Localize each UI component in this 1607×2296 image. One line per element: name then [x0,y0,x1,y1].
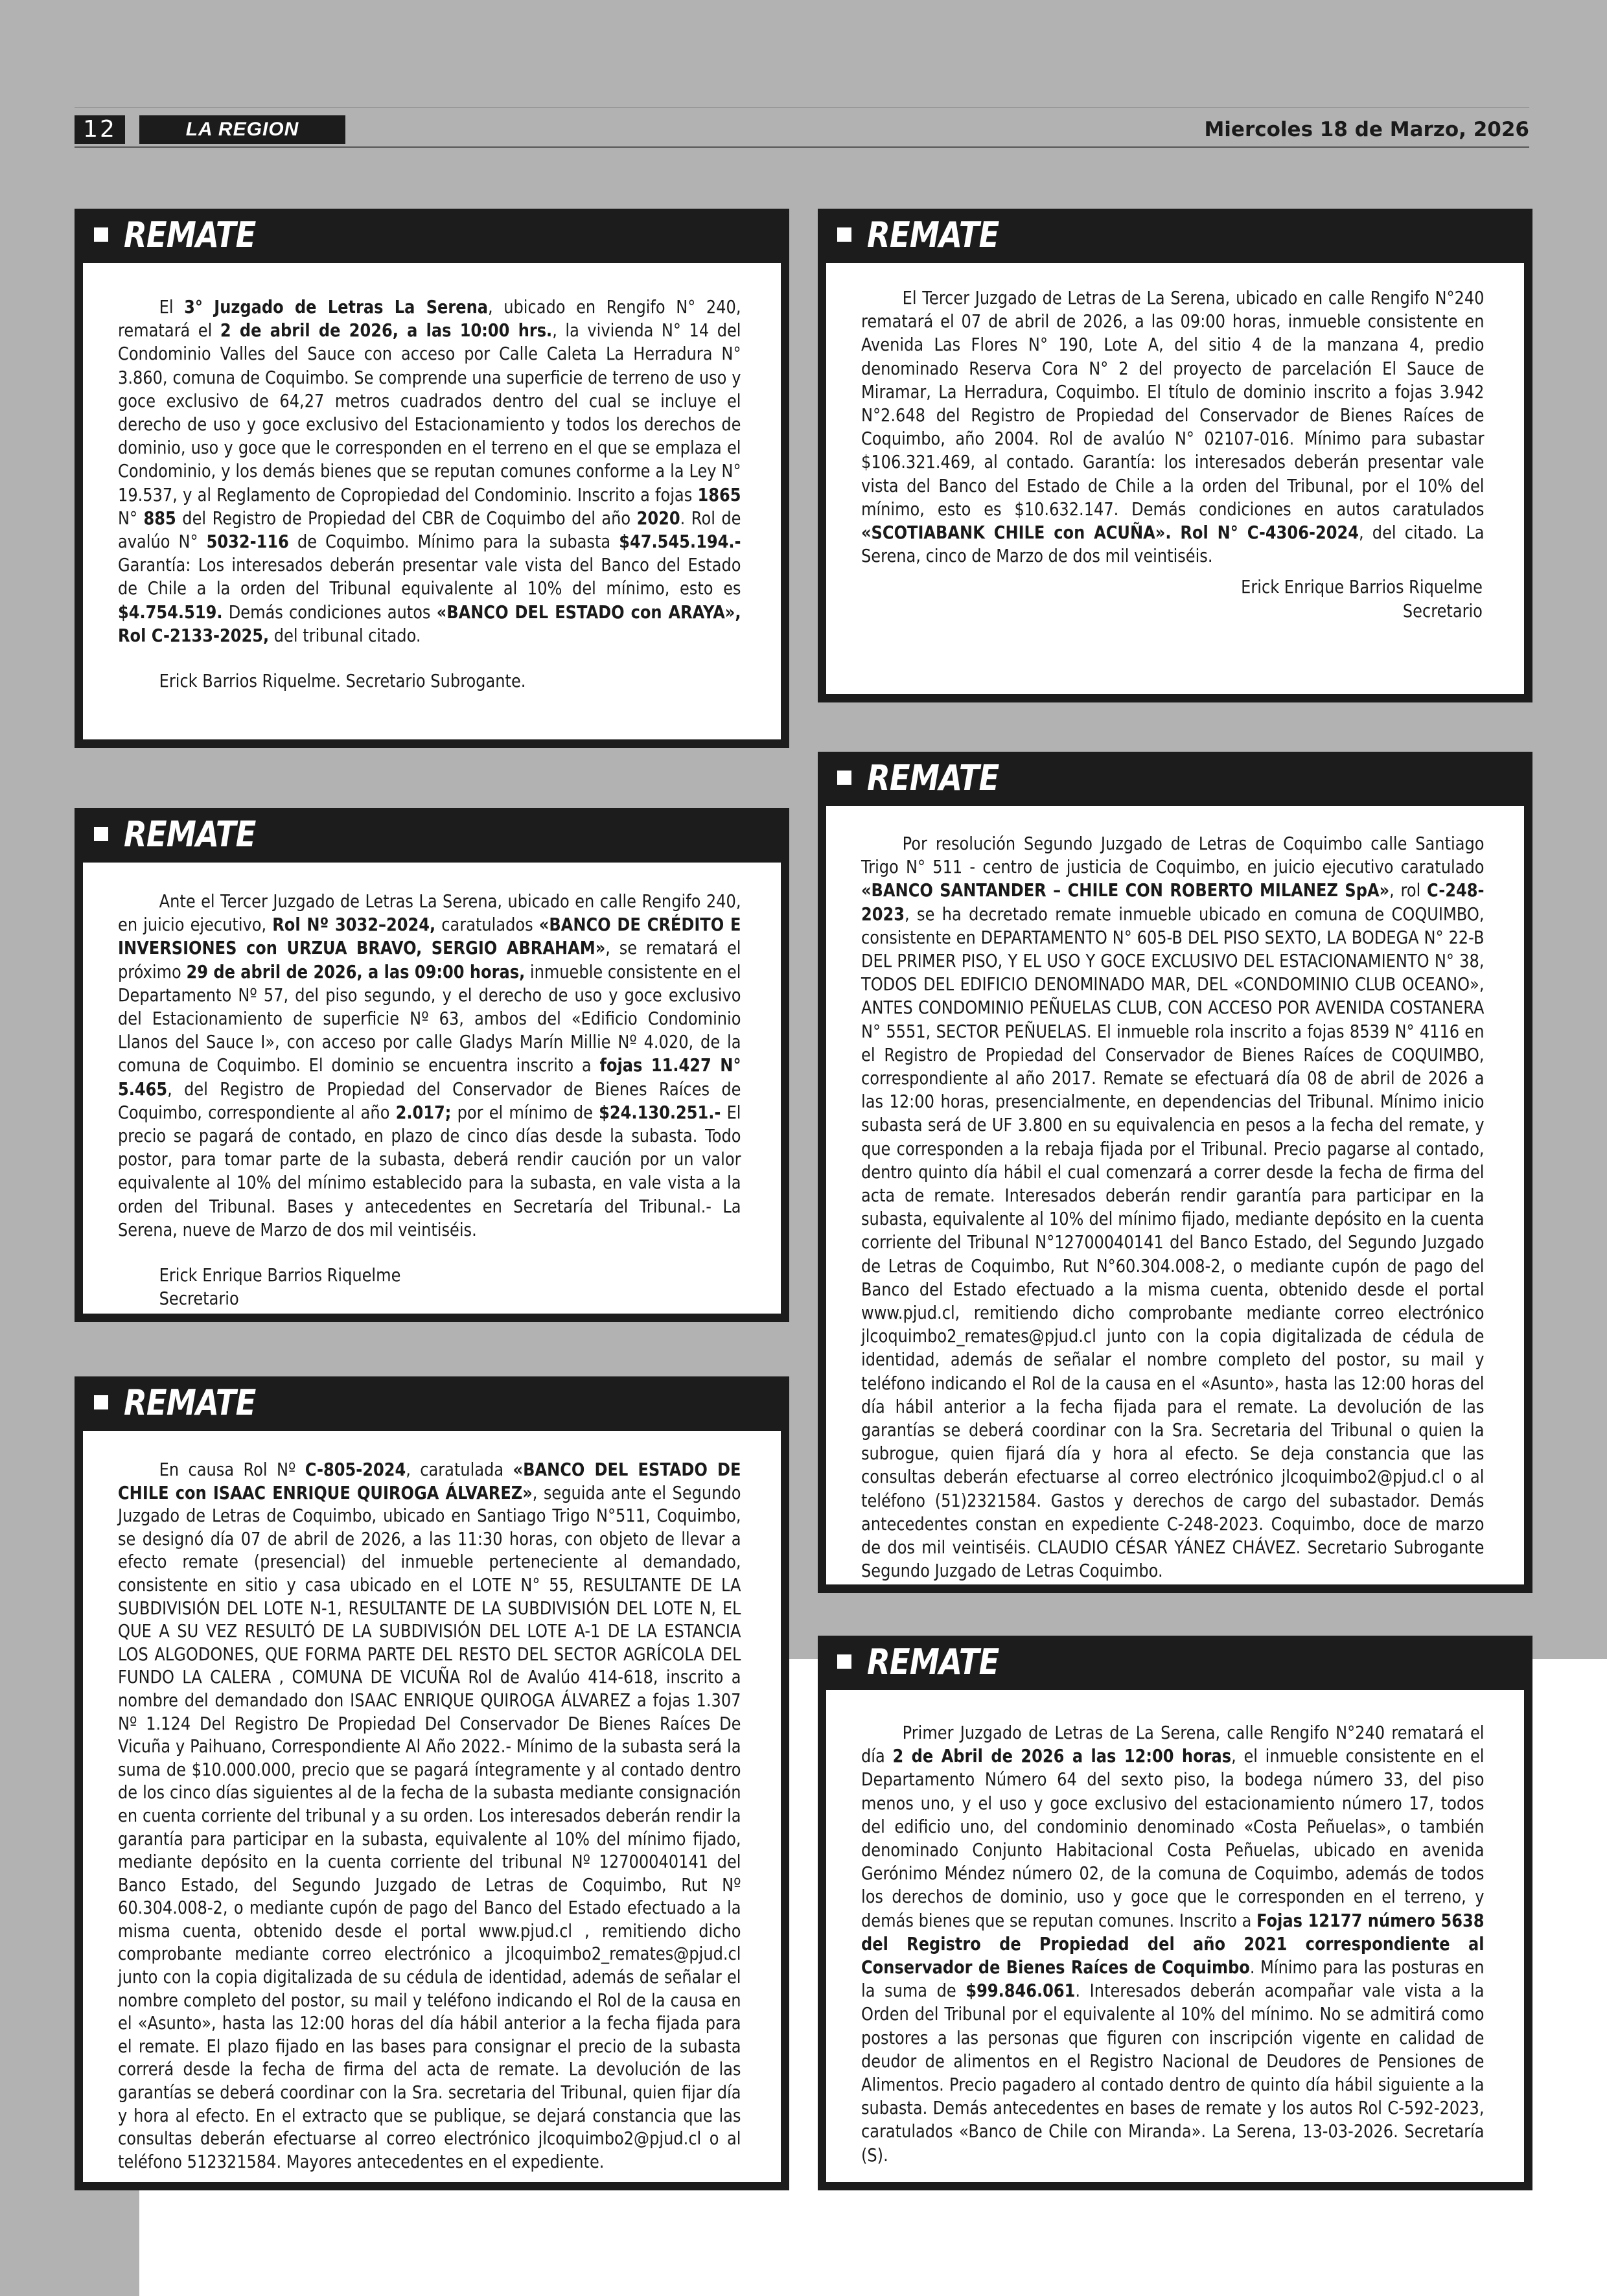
notice-title: REMATE [867,214,999,255]
notice-body [826,1690,1524,2182]
notice-text: El Tercer Juzgado de Letras de La Serena, ubicado en calle Rengifo N°240 rematará el 07 de abril de 2026, a las 09:00 horas, inmueble consistente en Avenida Las Flores N° 190, Lote A, del sitio 4 de la manzana 4, predio denominado Reserva Cora N° 2 del proyecto de parcelación El Sauce de Miramar, La Herradura, Coquimbo. El título de dominio inscrito a fojas 3.942 N°2.648 del Registro de Propiedad del Conservador de Bienes Raíces de Coquimbo, año 2004. Rol de avalúo N° 02107-016. Mínimo para subastar $106.321.469, al contado. Garantía: los interesados deberán presentar vale vista del Banco del Estado de Chile a la orden del Tribunal, por el 10% del mínimo, esto es $10.632.147. Demás condiciones en autos caratulados «SCOTIABANK CHILE con ACUÑA». Rol N° C-4306-2024, del citado. La Serena, cinco de Marzo de dos mil veintiséis. Erick Enrique Barrios Riquelme Secretario [861,286,1484,623]
notice-body [826,806,1524,1584]
page-header [75,111,1529,149]
square-bullet-icon [94,227,108,242]
square-bullet-icon [94,1395,108,1409]
notice-text: Primer Juzgado de Letras de La Serena, calle Rengifo N°240 rematará el día 2 de Abril de 2026 a las 12:00 horas, el inmueble consistente en el Departamento Número 64 del sexto piso, la bodega número 33, del piso menos uno, y el uso y goce exclusivo del estacionamiento número 17, todos del edificio uno, del condominio denominado «Costa Peñuelas», o también denominado Conjunto Habitacional Costa Peñuelas, ubicado en avenida Gerónimo Méndez número 02, de la comuna de Coquimbo, además de todos los derechos de dominio, uso y goce que le corresponden en el terreno, y demás bienes que se reputan comunes. Inscrito a Fojas 12177 número 5638 del Registro de Propiedad del año 2021 correspondiente al Conservador de Bienes Raíces de Coquimbo. Mínimo para las posturas en la suma de $99.846.061. Interesados deberán acompañar vale vista a la Orden del Tribunal por el equivalente al 10% del mínimo. No se admitirá como postores a las personas que figuren con inscripción vigente en calidad de deudor de alimentos en el Registro Nacional de Deudores de Pensiones de Alimentos. Precio pagadero al contado dentro de quinto día hábil siguiente a la subasta. Demás antecedentes en bases de remate y los autos Rol C-592-2023, caratulados «Banco de Chile con Miranda». La Serena, 13-03-2026. Secretaría (S). [861,1722,1485,2166]
signature-title: Secretario [1402,599,1483,621]
notice-text: El 3° Juzgado de Letras La Serena, ubicado en Rengifo N° 240, rematará el 2 de abril de 2026, a las 10:00 hrs., la vivienda N° 14 del Condominio Valles del Sauce con acceso por Calle Caleta La Herradura N° 3.860, comuna de Coquimbo. Se comprende una superficie de terreno de uso y goce exclusivo de 64,27 metros cuadrados dentro del cual se incluye el derecho de uso y goce exclusivo del Estacionamiento y todos los derechos de dominio, uso y goce que le corresponden en el terreno en el que se emplaza el Condominio, y los demás bienes que se reputan comunes conforme a la Ley N° 19.537, y al Reglamento de Copropiedad del Condominio. Inscrito a fojas 1865 N° 885 del Registro de Propiedad del CBR de Coquimbo del año 2020. Rol de avalúo N° 5032-116 de Coquimbo. Mínimo para la subasta $47.545.194.- Garantía: Los interesados deberán presentar vale vista del Banco del Estado de Chile a la orden del Tribunal equivalente al 10% del mínimo, esto es $4.754.519. Demás condiciones autos «BANCO DEL ESTADO con ARAYA», Rol C-2133-2025, del tribunal citado. Erick Barrios Riquelme. Secretario Subrogante. [118,296,741,693]
notice-remate-6 [818,1636,1532,2190]
notice-remate-5 [75,1376,789,2190]
square-bullet-icon [837,771,851,785]
header-top-rule [75,107,1529,108]
square-bullet-icon [837,1654,851,1669]
notice-signature: Erick Barrios Riquelme. Secretario Subrogante. [159,670,526,692]
notice-title-bar [75,209,789,261]
header-rule [75,146,1529,148]
notice-title: REMATE [124,1382,256,1423]
notice-title-bar [818,1636,1532,1687]
notice-remate-2 [818,209,1532,702]
square-bullet-icon [94,827,108,841]
notice-title: REMATE [124,813,256,855]
issue-date: Miercoles 18 de Marzo, 2026 [1204,118,1529,141]
notice-body [83,1431,781,2182]
notice-text: Ante el Tercer Juzgado de Letras La Serena, ubicado en calle Rengifo 240, en juicio ejecutivo, Rol Nº 3032–2024, caratulados «BANCO DE CRÉDITO E INVERSIONES con URZUA BRAVO, SERGIO ABRAHAM», se rematará el próximo 29 de abril de 2026, a las 09:00 horas, inmueble consistente en el Departamento Nº 57, del piso segundo, y el derecho de uso y goce exclusivo del Estacionamiento de superficie Nº 63, ambos del «Edificio Condominio Llanos del Sauce I», con acceso por calle Gladys Marín Millie Nº 4.020, de la comuna de Coquimbo. El dominio se encuentra inscrito a fojas 11.427 N° 5.465, del Registro de Propiedad del Conservador de Bienes Raíces de Coquimbo, correspondiente al año 2.017; por el mínimo de $24.130.251.- El precio se pagará de contado, en plazo de cinco días desde la subasta. Todo postor, para tomar parte de la subasta, deberá rendir caución por un valor equivalente al 10% del mínimo establecido para la subasta, en vale vista a la orden del Tribunal. Bases y antecedentes en Secretaría del Tribunal.- La Serena, nueve de Marzo de dos mil veintiséis. Erick Enrique Barrios Riquelme Secretario [118,890,741,1310]
notice-title: REMATE [867,757,999,798]
page-number: 12 [75,115,125,144]
notice-body [826,263,1524,694]
signature-title: Secretario [159,1288,239,1310]
notice-remate-1 [75,209,789,748]
notice-title-bar [75,1376,789,1428]
notice-title: REMATE [124,214,256,255]
notice-remate-3 [75,808,789,1322]
notice-body [83,863,781,1314]
notice-title-bar [818,209,1532,261]
notice-body [83,263,781,739]
notice-title-bar [75,808,789,860]
signature-name: Erick Enrique Barrios Riquelme [1241,576,1483,598]
notice-text: En causa Rol Nº C-805-2024, caratulada «BANCO DEL ESTADO DE CHILE con ISAAC ENRIQUE QUIROGA ÁLVAREZ», seguida ante el Segundo Juzgado de Letras de Coquimbo, ubicado en Santiago Trigo N°511, Coquimbo, se designó día 07 de abril de 2026, a las 11:30 horas, con objeto de llevar a efecto remate (presencial) del inmueble perteneciente al demandado, consistente en sitio y casa ubicado en el LOTE N° 55, RESULTANTE DE LA SUBDIVISIÓN DEL LOTE N-1, RESULTANTE DE LA SUBDIVISIÓN DEL LOTE N, EL QUE A SU VEZ RESULTÓ DE LA SUBDIVISIÓN DEL LOTE A-1 DE LA ESTANCIA LOS ALGODONES, QUE FORMA PARTE DEL RESTO DEL SECTOR AGRÍCOLA DEL FUNDO LA CALERA , COMUNA DE VICUÑA Rol de Avalúo 414-618, inscrito a nombre del demandado don ISAAC ENRIQUE QUIROGA ÁLVAREZ a fojas 1.307 Nº 1.124 Del Registro De Propiedad Del Conservador De Bienes Raíces De Vicuña y Paihuano, Correspondiente Al Año 2022.- Mínimo de la subasta será la suma de $10.000.000, precio que se pagará íntegramente y al contado dentro de los cinco días siguientes al de la fecha de la subasta mediante consignación en cuenta corriente del tribunal y a su orden. Los interesados deberán rendir la garantía para participar en la subasta, equivalente al 10% del mínimo fijado, mediante depósito en la cuenta corriente del tribunal Nº 12700040141 del Banco Estado, del Segundo Juzgado de Letras de Coquimbo, Rut Nº 60.304.008-2, o mediante cupón de pago del Banco del Estado efectuado a la misma cuenta, obtenido desde el portal www.pjud.cl , remitiendo dicho comprobante mediante correo electrónico a jlcoquimbo2_remates@pjud.cl junto con la copia digitalizada de su cédula de identidad, además de señalar el nombre completo del postor, su mail y teléfono indicando el Rol de la causa en el «Asunto», hasta las 12:00 horas del día hábil anterior a la fecha fijada para el remate. El plazo fijado en las bases para consignar el precio de la subasta correrá desde la fecha de firma del acta de remate. La devolución de las garantías se deberá coordinar con la Sra. secretaria del Tribunal, quien fijar día y hora al efecto. En el extracto que se publique, se dejará constancia que las consultas deberán efectuarse al correo electrónico jlcoquimbo2@pjud.cl o al teléfono 512321584. Mayores antecedentes en el expediente. [118,1459,741,2172]
notice-title: REMATE [867,1641,999,1682]
newspaper-brand: LA REGION [139,115,345,144]
square-bullet-icon [837,227,851,242]
signature-name: Erick Enrique Barrios Riquelme [159,1264,401,1286]
notice-text: Por resolución Segundo Juzgado de Letras de Coquimbo calle Santiago Trigo N° 511 - centro de justicia de Coquimbo, en juicio ejecutivo caratulado «BANCO SANTANDER – CHILE CON ROBERTO MILANEZ SpA», rol C-248-2023, se ha decretado remate inmueble ubicado en comuna de COQUIMBO, consistente en DEPARTAMENTO N° 605-B DEL PISO SEXTO, LA BODEGA N° 22-B DEL PRIMER PISO, Y EL USO Y GOCE EXCLUSIVO DEL ESTACIONAMIENTO N° 38, TODOS DEL EDIFICIO DENOMINADO MAR, DEL «CONDOMINIO CLUB OCEANO», ANTES CONDOMINIO PEÑUELAS CLUB, CON ACCESO POR AVENIDA COSTANERA N° 5551, SECTOR PEÑUELAS. El inmueble rola inscrito a fojas 8539 N° 4116 en el Registro de Propiedad del Conservador de Bienes Raíces de COQUIMBO, correspondiente al año 2017. Remate se efectuará día 08 de abril de 2026 a las 12:00 horas, presencialmente, en dependencias del Tribunal. Mínimo inicio subasta será de UF 3.800 en su equivalencia en pesos a la fecha del remate, y que corresponden a la rebaja fijada por el Tribunal. Precio pagarse al contado, dentro quinto día hábil el cual comenzará a correr desde la fecha de firma del acta de remate. Interesados deberán rendir garantía para participar en la subasta, equivalente al 10% del mínimo fijado, mediante depósito en la cuenta corriente del Tribunal N°12700040141 del Banco Estado, del Segundo Juzgado de Letras de Coquimbo, Rut N°60.304.008-2, o mediante cupón de pago del Banco del Estado efectuado a la misma cuenta, obtenido desde el portal www.pjud.cl, remitiendo dicho comprobante mediante correo electrónico jlcoquimbo2_remates@pjud.cl junto con la copia digitalizada de cédula de identidad, además de señalar el nombre completo del postor, su mail y teléfono indicando el Rol de la causa en el «Asunto», hasta las 12:00 horas del día hábil anterior a la fecha fijada para el remate. La devolución de las garantías se deberá coordinar con la Sra. Secretaria del Tribunal o quien la subrogue, quien fijará día y hora al efecto. Se deja constancia que las consultas deberán efectuarse al correo electrónico jlcoquimbo2@pjud.cl o al teléfono (51)2321584. Gastos y derechos de cargo del subastador. Demás antecedentes constan en expediente C-248-2023. Coquimbo, doce de marzo de dos mil veintiséis. CLAUDIO CÉSAR YÁNEZ CHÁVEZ. Secretario Subrogante Segundo Juzgado de Letras Coquimbo. [861,833,1485,1582]
notice-remate-4 [818,752,1532,1593]
notice-title-bar [818,752,1532,804]
